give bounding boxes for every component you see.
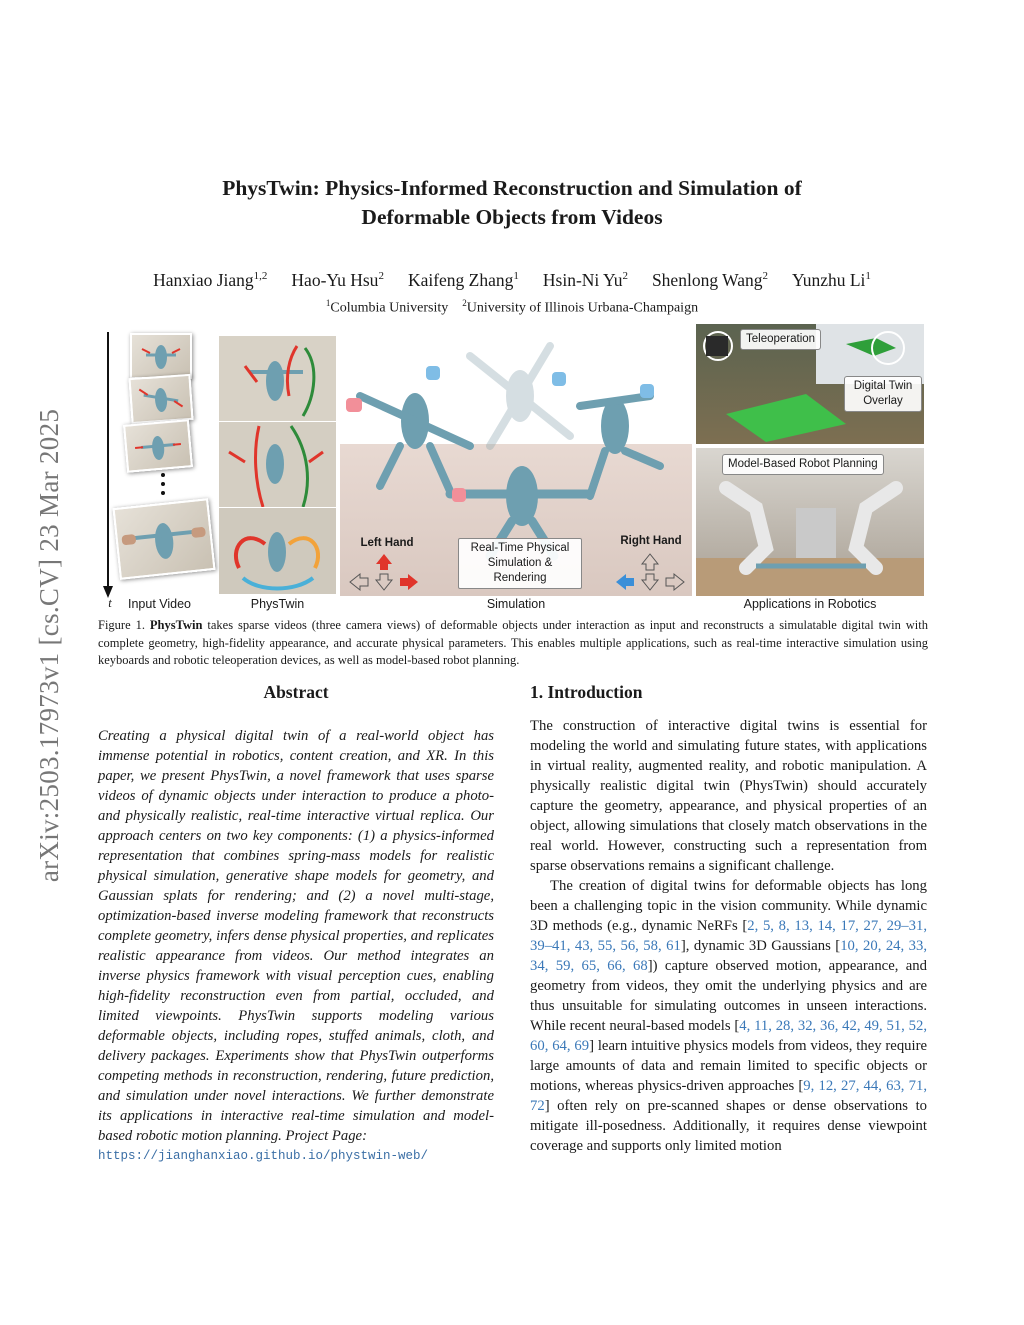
ghost-toy-trail xyxy=(470,346,570,446)
time-axis-arrow xyxy=(100,330,116,600)
robotics-label: Applications in Robotics xyxy=(743,597,877,611)
intro-paragraph-2: The creation of digital twins for deformable objects has long been a challenging topic in the vision community. While dynamic 3D methods (e.g., dynamic NeRFs [2, 5, 8, 13, 14, 17, 27, 29–31, 39–41, 43, 55, 56, 58, 61], dynamic 3D Gaussians [10, 20, 24, 33, 34, 59, 65, 66, 68]) capture observed motion, appearance, and geometry from videos, they omit the underlying physics and are thus unsuitable for simulating outcomes in unseen interactions. While recent neural-based models [4, 11, 28, 32, 36, 42, 49, 51, 52, 60, 64, 69] learn intuitive physics models from videos, they require large amounts of data and remain limited to specific objects or motions, whereas physics-driven approaches [9, 12, 27, 44, 63, 71, 72] often rely on pre-scanned shapes or dense observations to mitigate ill-posedness. Additionally, it requires dense viewpoint coverage and supports only limited motion xyxy=(530,878,928,1154)
author-list xyxy=(0,270,1024,291)
phystwin-frame xyxy=(219,508,336,594)
robot-planning-image xyxy=(696,448,924,596)
author: Shenlong Wang$^2$ xyxy=(651,270,769,290)
introduction-body xyxy=(530,716,927,1156)
left-hand-cursor-b xyxy=(426,366,440,380)
author: Hsin-Ni Yu$^2$ xyxy=(542,270,628,290)
author: Hao-Yu Hsu$^2$ xyxy=(291,270,384,290)
right-hand-cursor xyxy=(552,372,566,386)
right-hand-label: Right Hand xyxy=(620,535,682,547)
abstract-body: Creating a physical digital twin of a real-world object has immense potential in robotics, content creation, and XR. In this paper, we present PhysTwin, a novel framework that uses sparse videos of dynamic objects under interaction to produce a photo- and physically realistic, real-time interactive virtual replica. Our approach centers on two key components: (1) a physics-informed representation that combines spring-mass models for realistic physical simulation, generative shape models for geometry, and Gaussian splats for rendering; and (2) a novel multi-stage, optimization-based inverse modeling framework that reconstructs complete geometry, infers dense physical properties, and replicates realistic appearance from videos. Our method integrates an inverse physics framework with visual perception cues, enabling high-fidelity reconstruction even from partial, occluded, and limited viewpoints. PhysTwin supports modeling various deformable objects, including ropes, stuffed animals, cloth, and delivery packages. Experiments show that PhysTwin outperforms competing methods in reconstruction, rendering, future prediction, and simulation under novel interactions. We further demonstrate its applications in interactive real-time simulation and model-based robotic motion planning. Project Page: https://jianghanxiao.github.io/phystwin-web/ xyxy=(98,726,494,1166)
right-hand-cursor-b xyxy=(640,384,654,398)
phystwin-frame xyxy=(219,422,336,507)
video-frame-content xyxy=(131,376,192,422)
digital-twin-overlay-tag: Digital Twin Overlay xyxy=(844,376,922,412)
author: Yunzhu Li$^1$ xyxy=(792,270,871,290)
ellipsis-dots xyxy=(158,470,168,500)
video-frame xyxy=(128,374,193,424)
intro-paragraph-1: The construction of interactive digital twins is essential for modeling the world and simulating future states, with applications in virtual reality, augmented reality, and robotic manipulation. A physically realistic digital twin (PhysTwin) should accurately capture the geometry, appearance, and physical properties of an object, allowing simulations that closely match observations in the real world. However, constructing such a representation from sparse observations remains a significant challenge. xyxy=(530,718,927,874)
citation-link[interactable]: 10, 20, 24, 33, 34, 59, 65, 66, 68 xyxy=(530,938,928,974)
teleoperation-tag: Teleoperation xyxy=(740,329,821,350)
phystwin-frame-content xyxy=(219,336,336,421)
right-toy xyxy=(580,396,660,496)
left-hand-cursor xyxy=(346,398,362,412)
teleoperation-image xyxy=(696,324,924,444)
video-frame-content xyxy=(132,335,190,377)
citation-link[interactable]: 9, 12, 27, 44, 63, 71, 72 xyxy=(530,1078,928,1114)
video-frame-content xyxy=(115,500,214,577)
simulation-label: Simulation xyxy=(486,597,546,611)
arxiv-identifier-stamp: arXiv:2503.17973v1 [cs.CV] 23 Mar 2025 xyxy=(34,408,65,882)
left-hand-keys xyxy=(346,552,422,592)
right-hand-keys xyxy=(612,552,688,592)
time-label: t xyxy=(108,596,112,610)
simulation-panel xyxy=(340,326,692,596)
title-line-1: PhysTwin: Physics-Informed Reconstruction and Simulation of xyxy=(222,176,802,200)
abstract-heading: Abstract xyxy=(263,682,329,702)
figure-caption: Figure 1. PhysTwin takes sparse videos (three camera views) of deformable objects under interaction as input and reconstructs a simulatable digital twin with complete geometry, high-fidelity appearance, and accurate physical parameters. This enables multiple applications, such as real-time interactive simulation using keyboards and robotic teleoperation devices, as well as model-based robot planning. xyxy=(98,618,929,667)
left-toy xyxy=(360,393,470,491)
phystwin-frame-content xyxy=(219,508,336,594)
robot-planning-tag: Model-Based Robot Planning xyxy=(722,454,884,475)
citation-link[interactable]: 4, 11, 28, 32, 36, 42, 49, 51, 52, 60, 64, 69 xyxy=(530,1018,927,1054)
affiliation: $^2$University of Illinois Urbana-Champaign xyxy=(462,298,699,316)
title-line-2: Deformable Objects from Videos xyxy=(361,205,663,229)
project-page-link[interactable]: https://jianghanxiao.github.io/phystwin-web/ xyxy=(98,1149,429,1163)
affiliation: $^1$Columbia University xyxy=(325,298,449,316)
video-frame xyxy=(123,419,193,473)
paper-title xyxy=(0,174,1024,232)
video-frame xyxy=(130,333,192,379)
realtime-simulation-tag: Real-Time Physical Simulation & Rendering xyxy=(458,538,582,589)
video-frame-content xyxy=(125,421,191,470)
citation-link[interactable]: 2, 5, 8, 13, 14, 17, 27, 29–31, 39–41, 43, 55, 56, 58, 61 xyxy=(530,918,928,954)
left-hand-cursor-c xyxy=(452,488,466,502)
author: Hanxiao Jiang$^{1,2}$ xyxy=(153,270,268,290)
introduction-heading: 1. Introduction xyxy=(530,682,643,702)
left-hand-label: Left Hand xyxy=(360,537,414,549)
input-video-label: Input Video xyxy=(127,597,192,611)
video-frame xyxy=(112,498,215,580)
author: Kaifeng Zhang$^1$ xyxy=(407,270,519,290)
phystwin-label: PhysTwin xyxy=(250,597,305,611)
phystwin-frame xyxy=(219,336,336,421)
phystwin-frame-content xyxy=(219,422,336,507)
affiliation-list xyxy=(0,298,1024,317)
